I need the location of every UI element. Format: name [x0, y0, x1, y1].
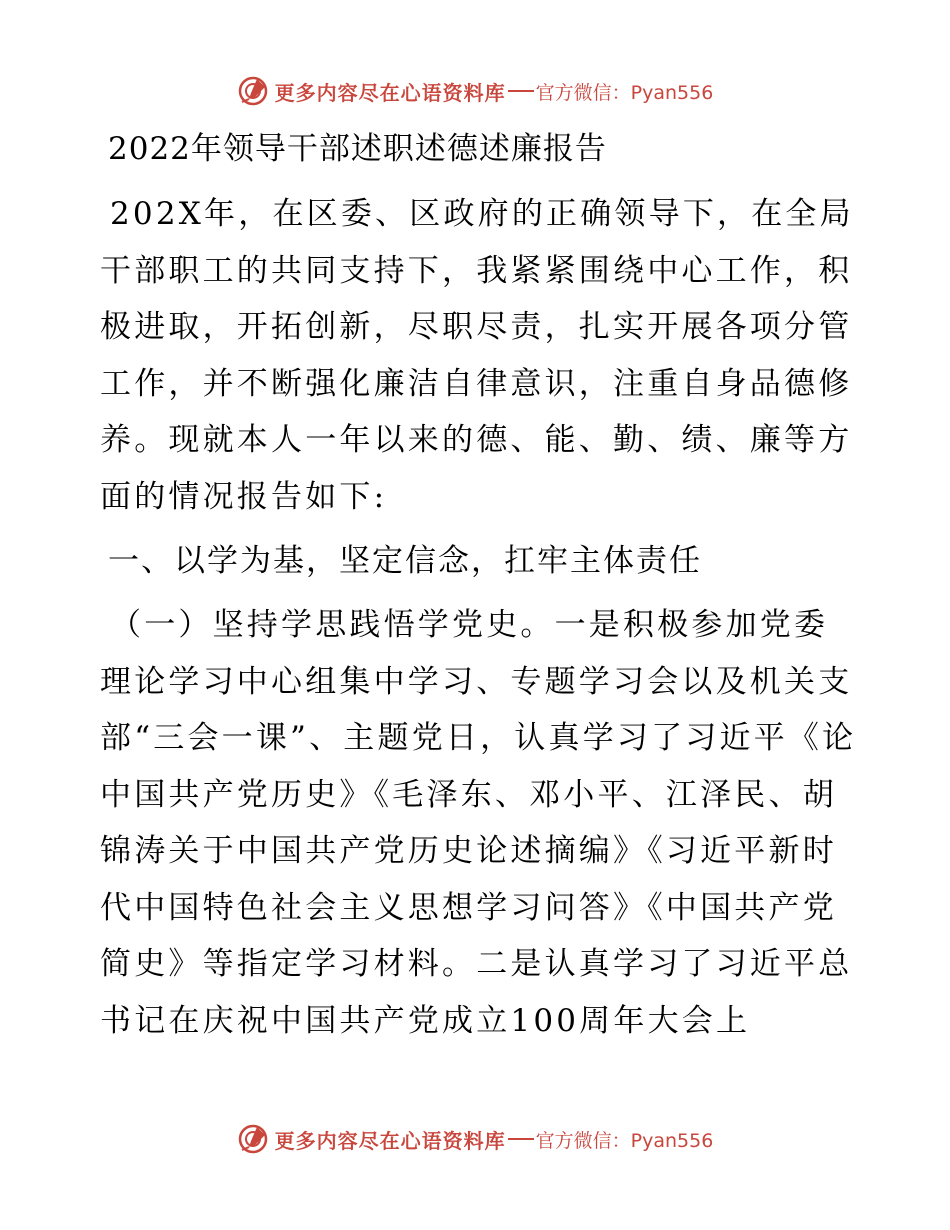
header-banner [0, 71, 950, 111]
pen-logo-icon [237, 1123, 269, 1155]
banner-contact-text: 官方微信：Pyan556 [535, 81, 714, 104]
banner-separator [508, 90, 534, 92]
document-title: 2022年领导干部述职述德述廉报告 [108, 131, 607, 167]
footer-banner [0, 1119, 950, 1159]
intro-paragraph-text: 202X年，在区委、区政府的正确领导下，在全局干部职工的共同支持下，我紧紧围绕中心工作，积极进取，开拓创新，尽职尽责，扎实开展各项分管工作，并不断强化廉洁自律意识，注重自身品德修养。现就本人一年以来的德、能、勤、绩、廉等方面的情况报告如下: [100, 196, 854, 515]
section-heading-1: 一、以学为基，坚定信念，扛牢主体责任 [108, 543, 702, 579]
banner-contact-text: 官方微信：Pyan556 [535, 1129, 714, 1152]
section-1-paragraph-1 [100, 597, 860, 1049]
banner-separator [508, 1138, 534, 1140]
section-1-paragraph-1-text: （一）坚持学思践悟学党史。一是积极参加党委理论学习中心组集中学习、专题学习会以及机关支部“三会一课”、主题党日，认真学习了习近平《论中国共产党历史》《毛泽东、邓小平、江泽民、胡锦涛关于中国共产党历史论述摘编》《习近平新时代中国特色社会主义思想学习问答》《中国共产党简史》等指定学习材料。二是认真学习了习近平总书记在庆祝中国共产党成立100周年大会上 [100, 607, 857, 1039]
intro-paragraph [100, 186, 860, 525]
banner-brand-text: 更多内容尽在心语资料库 [274, 80, 506, 105]
pen-logo-icon [237, 75, 269, 107]
banner-brand-text: 更多内容尽在心语资料库 [274, 1128, 506, 1153]
document-body [100, 122, 860, 1057]
